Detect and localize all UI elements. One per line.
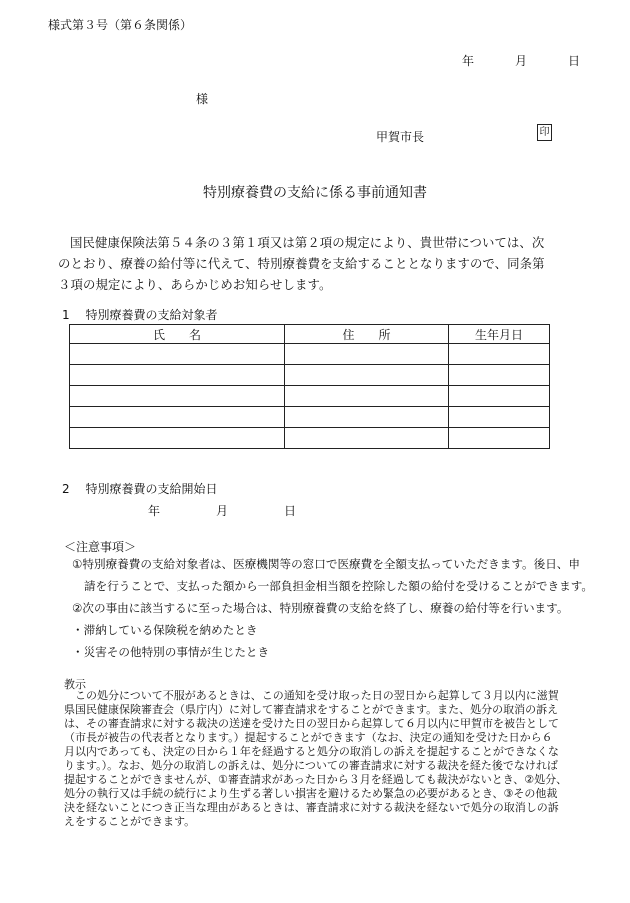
- table-row: [70, 344, 550, 365]
- start-year-label: 年: [148, 504, 161, 518]
- kyouji-line: えをすることができます。: [64, 815, 196, 828]
- address-cell[interactable]: [285, 344, 449, 365]
- kyouji-line: 月以内であっても、決定の日から１年を経過すると処分の取消しの訴えを提起することができなくな: [64, 745, 559, 758]
- table-row: [70, 365, 550, 386]
- section1-heading: 1 特別療養費の支給対象者: [62, 308, 218, 322]
- form-number: 様式第３号（第６条関係）: [48, 18, 193, 32]
- kyouji-line: ります。）。なお、処分の取消しの訴えは、処分についての審査請求に対する裁決を経た後でなければ: [64, 759, 558, 772]
- note-item: ・災害その他特別の事情が生じたとき: [72, 645, 270, 659]
- table-header-row: [70, 325, 550, 344]
- kyouji-paragraph: [64, 689, 588, 829]
- kyouji-line: 処分の執行又は手続の続行により生ずる著しい損害を避けるため緊急の必要があるとき、③その他裁: [64, 787, 558, 800]
- address-cell[interactable]: [285, 428, 449, 449]
- table-row: [70, 407, 550, 428]
- address-cell[interactable]: [285, 365, 449, 386]
- date-year-label: 年: [462, 54, 475, 68]
- address-cell[interactable]: [285, 386, 449, 407]
- name-cell[interactable]: [70, 428, 285, 449]
- birthdate-cell[interactable]: [449, 365, 550, 386]
- birthdate-cell[interactable]: [449, 344, 550, 365]
- start-day-label: 日: [284, 504, 297, 518]
- column-header-address: 住 所: [285, 325, 449, 344]
- issuer-name: 甲賀市長: [376, 130, 425, 144]
- addressee-suffix: 様: [196, 92, 209, 106]
- note-item: 請を行うことで、支払った額から一部負担金相当額を控除した額の給付を受けることができます。: [84, 579, 593, 593]
- name-cell[interactable]: [70, 386, 285, 407]
- document-title: 特別療養費の支給に係る事前通知書: [203, 185, 427, 201]
- notes-heading: ＜注意事項＞: [64, 540, 137, 554]
- kyouji-line: 県国民健康保険審査会（県庁内）に対して審査請求をすることができます。また、処分の取消の訴え: [64, 703, 559, 716]
- column-header-birthdate: 生年月日: [449, 325, 550, 344]
- intro-line: のとおり、療養の給付等に代えて、特別療養費を支給することとなりますので、同条第: [58, 256, 545, 271]
- date-day-label: 日: [568, 54, 581, 68]
- recipient-table: [69, 324, 550, 449]
- note-item: ・滞納している保険税を納めたとき: [72, 623, 258, 637]
- birthdate-cell[interactable]: [449, 428, 550, 449]
- date-month-label: 月: [515, 54, 528, 68]
- intro-line: ３項の規定により、あらかじめお知らせします。: [58, 277, 332, 292]
- kyouji-heading: 教示: [64, 678, 86, 691]
- name-cell[interactable]: [70, 344, 285, 365]
- name-cell[interactable]: [70, 365, 285, 386]
- address-cell[interactable]: [285, 407, 449, 428]
- name-cell[interactable]: [70, 407, 285, 428]
- birthdate-cell[interactable]: [449, 407, 550, 428]
- birthdate-cell[interactable]: [449, 386, 550, 407]
- kyouji-line: 決を経ないことにつき正当な理由があるときは、審査請求に対する裁決を経ないで処分の取消しの訴: [64, 801, 559, 814]
- column-header-name: 氏 名: [70, 325, 285, 344]
- intro-paragraph: [58, 232, 586, 295]
- table-row: [70, 428, 550, 449]
- table-row: [70, 386, 550, 407]
- note-item: ②次の事由に該当するに至った場合は、特別療養費の支給を終了し、療養の給付等を行います。: [72, 601, 569, 615]
- intro-line: 国民健康保険法第５４条の３第１項又は第２項の規定により、貴世帯については、次: [70, 235, 545, 250]
- note-item: ①特別療養費の支給対象者は、医療機関等の窓口で医療費を全額支払っていただきます。後日、申: [72, 557, 581, 571]
- kyouji-line: 提起することができませんが、①審査請求があった日から３月を経過しても裁決がないとき、②処分、: [64, 773, 568, 786]
- seal-mark: 印: [537, 124, 552, 141]
- start-month-label: 月: [216, 504, 229, 518]
- kyouji-line: この処分について不服があるときは、この通知を受け取った日の翌日から起算して３月以内に滋賀: [75, 689, 559, 702]
- kyouji-line: は、その審査請求に対する裁決の送達を受けた日の翌日から起算して６月以内に甲賀市を被告として: [64, 717, 559, 730]
- section2-heading: 2 特別療養費の支給開始日: [62, 482, 218, 496]
- kyouji-line: （市長が被告の代表者となります。）提起することができます（なお、決定の通知を受けた日から６: [64, 731, 553, 744]
